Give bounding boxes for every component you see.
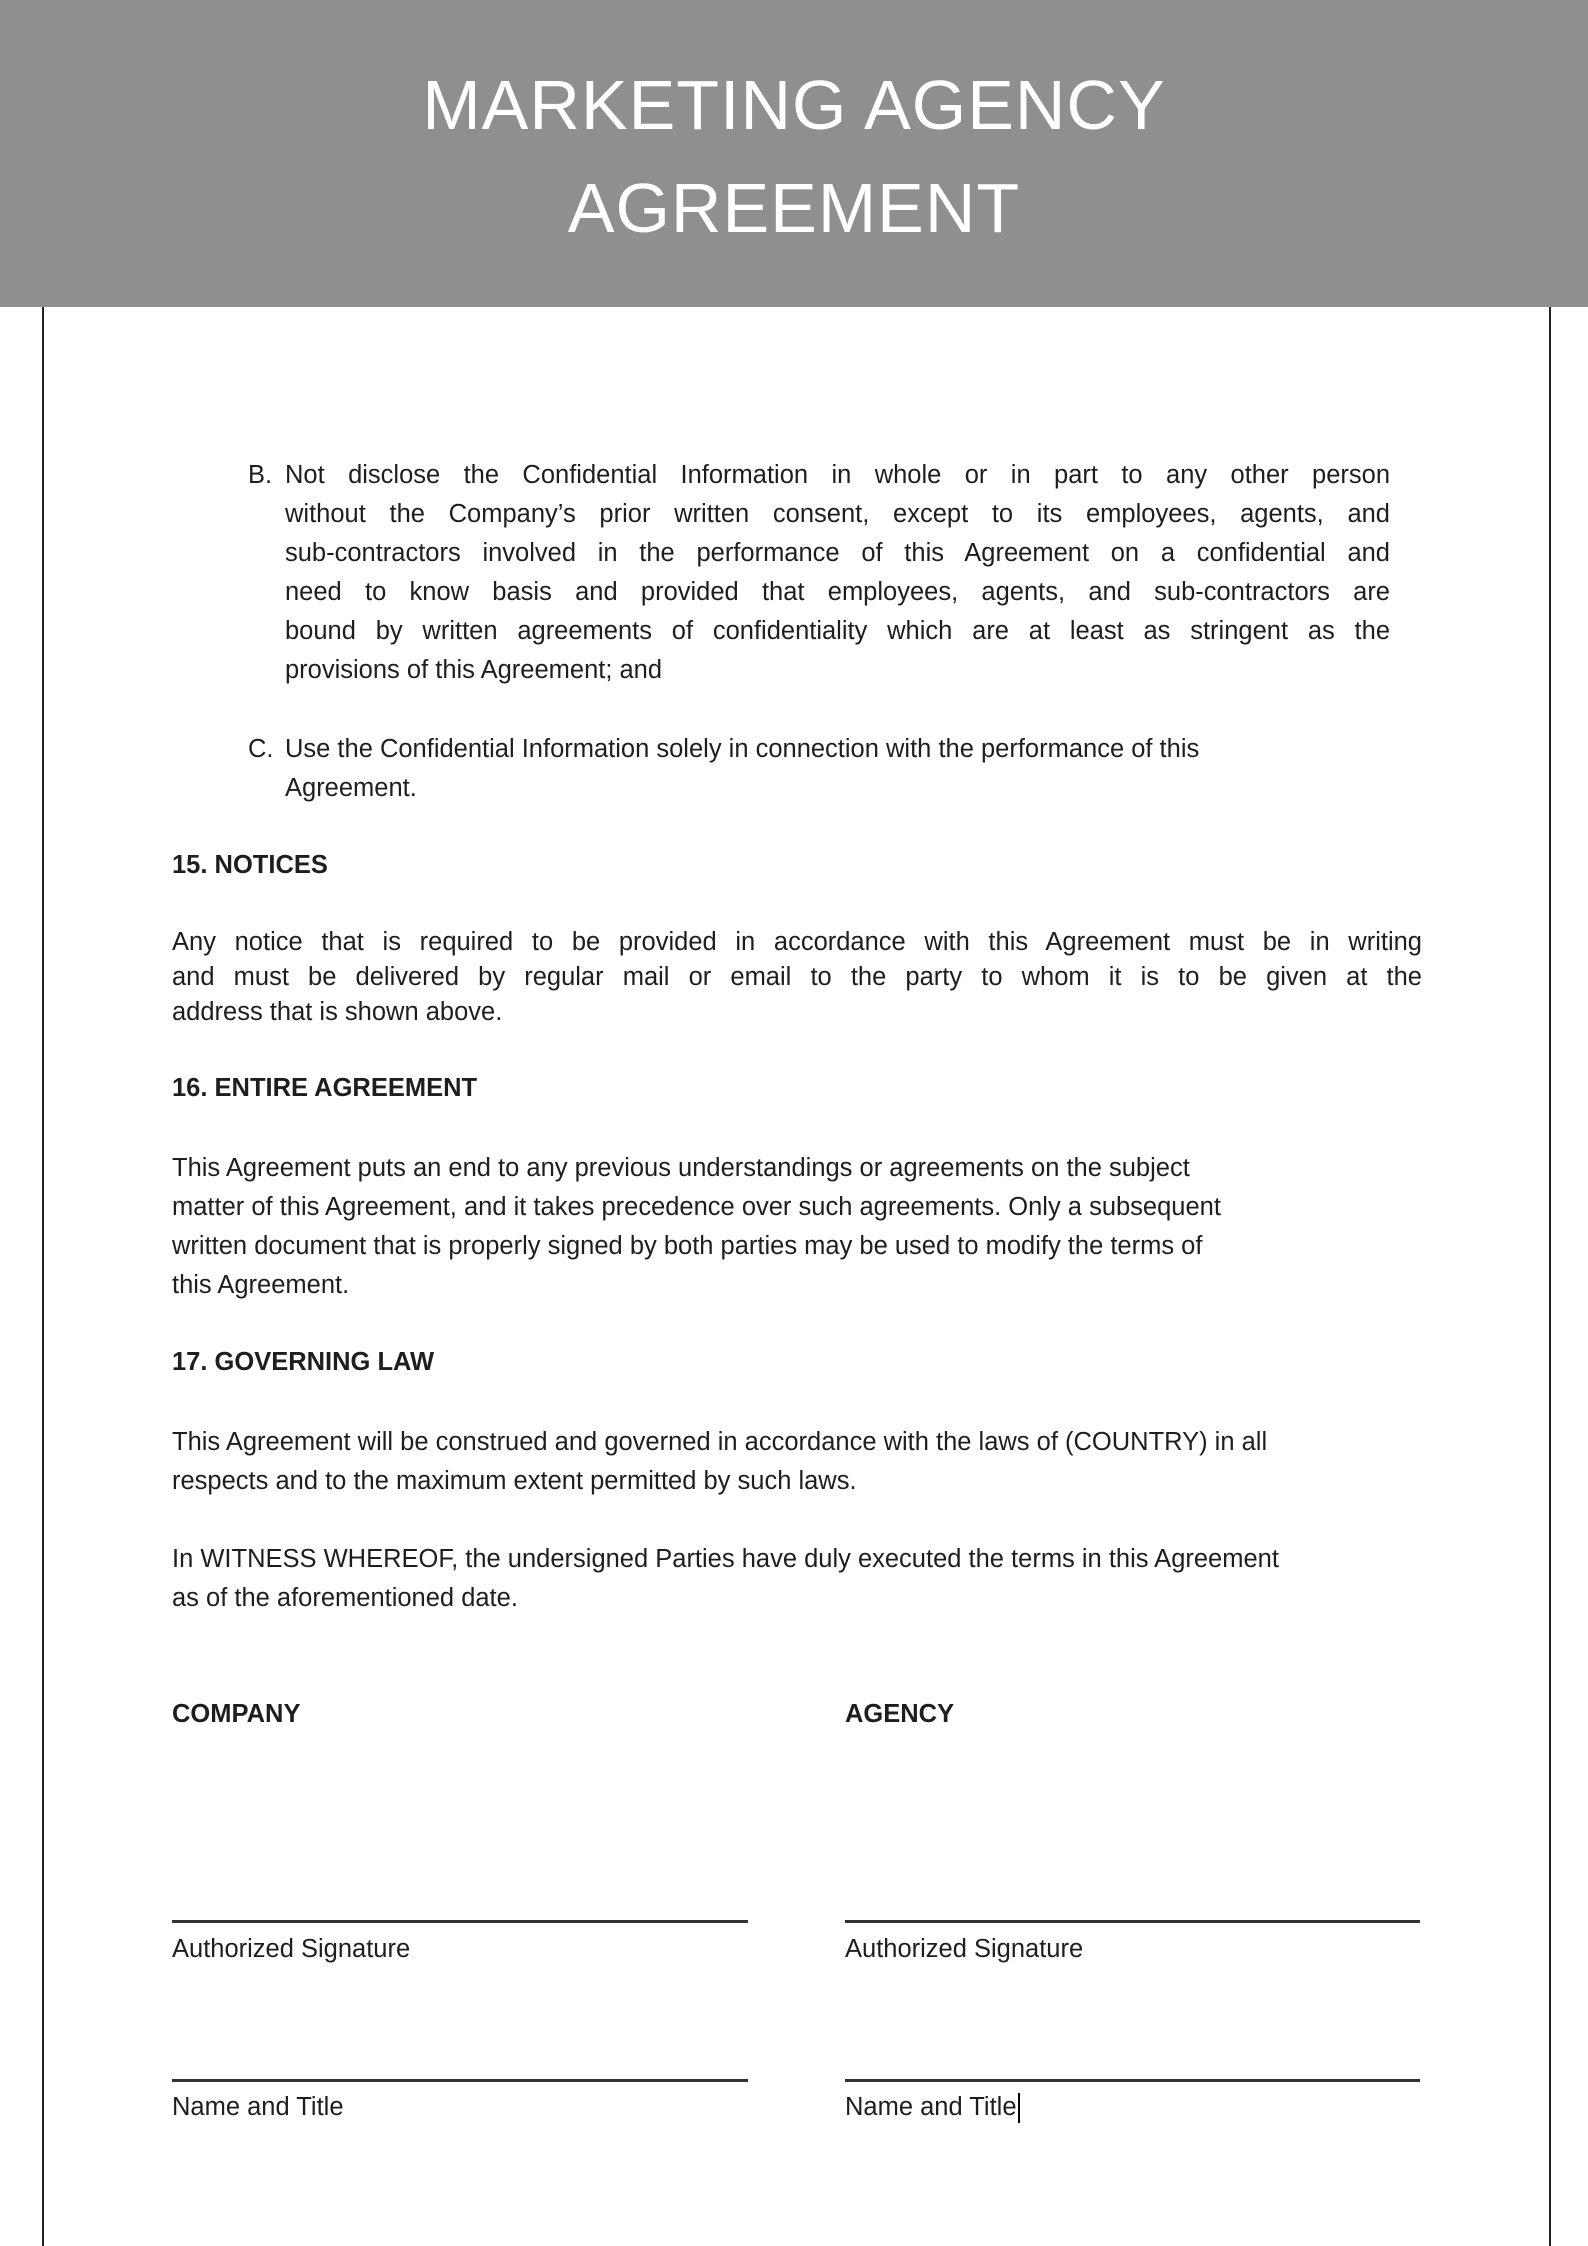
text-line: as of the aforementioned date.: [172, 1584, 518, 1612]
text-line: respects and to the maximum extent permitted by such laws.: [172, 1467, 857, 1495]
section-heading-governing-law: 17. GOVERNING LAW: [172, 1348, 435, 1376]
company-name-title-label: Name and Title: [172, 2093, 344, 2121]
text-line: Use the Confidential Information solely in connection with the performance of this: [285, 735, 1200, 763]
agency-name-title-field[interactable]: [845, 2088, 1020, 2127]
list-letter-c: C.: [248, 735, 274, 763]
text-line: bound by written agreements of confidentiality which are at least as stringent as the: [285, 617, 1390, 645]
section-body-entire-agreement: [172, 1149, 1221, 1305]
section-heading-entire-agreement: 16. ENTIRE AGREEMENT: [172, 1074, 478, 1102]
list-item-c: [285, 730, 1199, 808]
section-heading-notices: 15. NOTICES: [172, 851, 328, 879]
text-line: In WITNESS WHEREOF, the undersigned Parties have duly executed the terms in this Agreement: [172, 1545, 1279, 1573]
text-line: Agreement.: [285, 774, 417, 802]
document-title-line-2: AGREEMENT: [567, 169, 1021, 247]
section-body-notices: [172, 925, 1422, 1030]
agency-name-title-line[interactable]: [845, 2079, 1420, 2082]
text-line: Any notice that is required to be provided in accordance with this Agreement must be in writing: [172, 928, 1422, 956]
company-signature-label: Authorized Signature: [172, 1935, 411, 1963]
section-body-governing-law: [172, 1423, 1267, 1501]
agency-name-title-label: Name and Title: [845, 2093, 1017, 2121]
text-line: This Agreement puts an end to any previous understandings or agreements on the subject: [172, 1154, 1190, 1182]
text-line: matter of this Agreement, and it takes precedence over such agreements. Only a subsequent: [172, 1193, 1221, 1221]
text-line: Not disclose the Confidential Information in whole or in part to any other person: [285, 461, 1390, 489]
agency-signature-line[interactable]: [845, 1920, 1420, 1923]
text-line: sub-contractors involved in the performance of this Agreement on a confidential and: [285, 539, 1390, 567]
company-signature-line[interactable]: [172, 1920, 748, 1923]
company-name-title-line[interactable]: [172, 2079, 748, 2082]
company-heading: COMPANY: [172, 1700, 301, 1728]
page-border-left: [42, 307, 44, 2246]
list-item-b: [285, 456, 1390, 690]
text-line: provisions of this Agreement; and: [285, 656, 663, 684]
title-banner: [0, 0, 1588, 307]
text-line: This Agreement will be construed and governed in accordance with the laws of (COUNTRY) in all: [172, 1428, 1268, 1456]
agency-signature-label: Authorized Signature: [845, 1935, 1084, 1963]
agency-heading: AGENCY: [845, 1700, 955, 1728]
witness-clause: [172, 1540, 1279, 1618]
document-title-line-1: MARKETING AGENCY: [422, 66, 1166, 144]
text-line: written document that is properly signed by both parties may be used to modify the terms of: [172, 1232, 1203, 1260]
text-line: without the Company’s prior written consent, except to its employees, agents, and: [285, 500, 1390, 528]
text-line: this Agreement.: [172, 1271, 350, 1299]
text-line: need to know basis and provided that employees, agents, and sub-contractors are: [285, 578, 1390, 606]
page-border-right: [1549, 307, 1551, 2246]
text-cursor: [1018, 2093, 1020, 2123]
text-line: and must be delivered by regular mail or email to the party to whom it is to be given at the: [172, 963, 1422, 991]
text-line: address that is shown above.: [172, 998, 503, 1026]
list-letter-b: B.: [248, 461, 273, 489]
